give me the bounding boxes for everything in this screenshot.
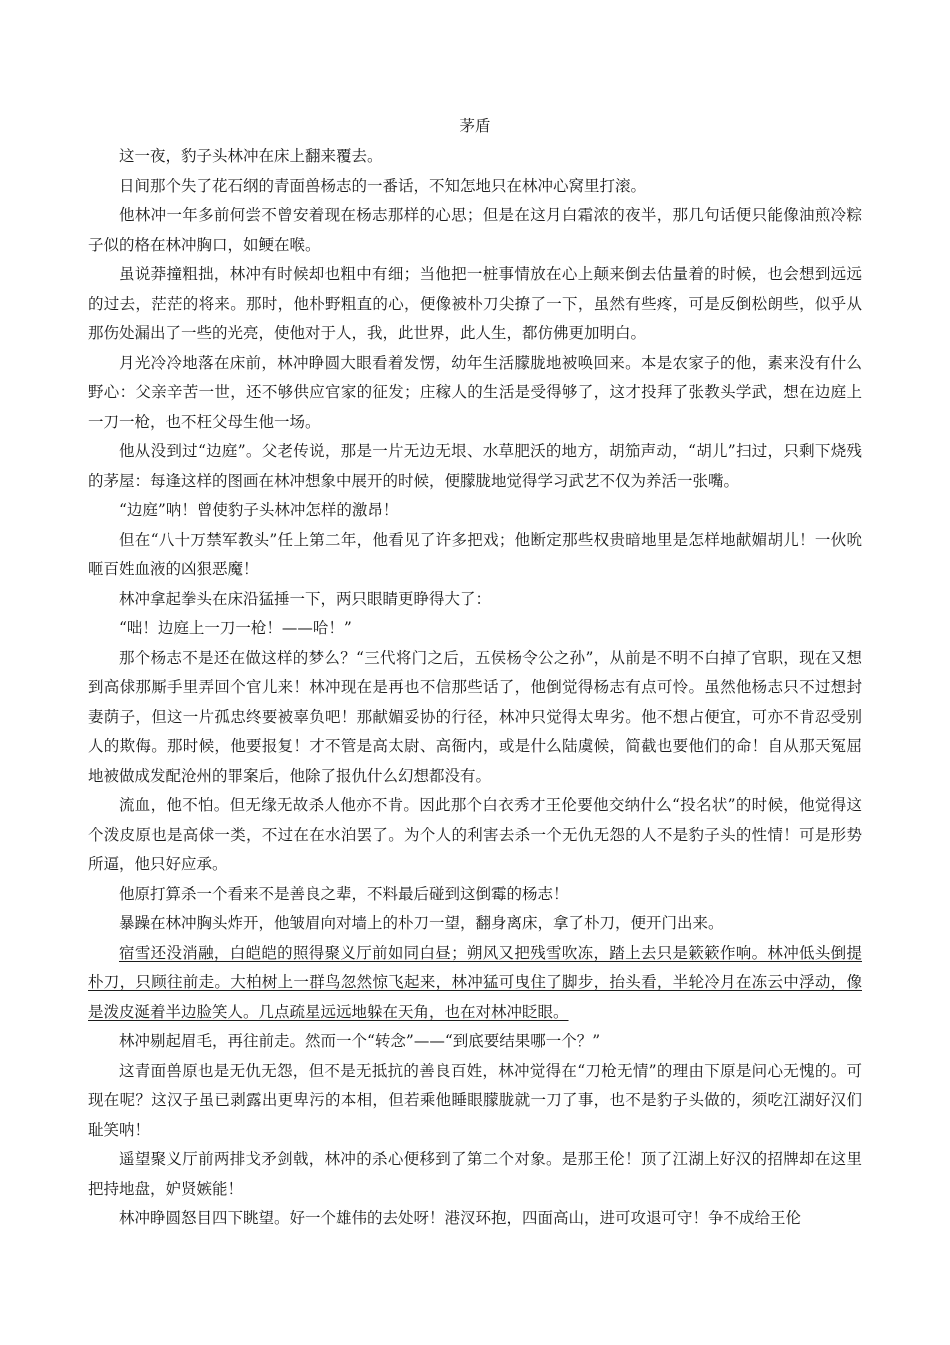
- paragraph: 流血，他不怕。但无缘无故杀人他亦不肯。因此那个白衣秀才王伦要他交纳什么“投名状”的时候，他觉得这个泼皮原也是高俅一类，不过在在水泊罢了。为个人的利害去杀一个无仇无怨的人不是豹子头的性情！可是形势所逼，他只好应承。: [88, 796, 862, 873]
- paragraph: 林冲拿起拳头在床沿猛捶一下，两只眼睛更睁得大了：: [119, 589, 492, 608]
- paragraph: 那个杨志不是还在做这样的梦么？“三代将门之后，五侯杨令公之孙”，从前是不明不白掉了官职，现在又想到高俅那厮手里弄回个官儿来！林冲现在是再也不信那些话了，他倒觉得杨志有点可怜。虽然他杨志只不过想封妻荫子，但这一片孤忠终要被辜负吧！那献媚妥协的行径，林冲只觉得太卑劣。他不想占便宜，可亦不肯忍受别人的欺侮。那时候，他要报复！才不管是高太尉、高衙内，或是什么陆虞候，简截也要他们的命！自从那天冤屈地被做成发配沧州的罪案后，他除了报仇什么幻想都没有。: [88, 648, 862, 785]
- paragraph: 林冲睁圆怒目四下眺望。好一个雄伟的去处呀！港汊环抱，四面高山，进可攻退可守！争不成给王伦: [119, 1209, 802, 1227]
- paragraph: 他原打算杀一个看来不是善良之辈，不料最后碰到这倒霉的杨志！: [119, 884, 569, 903]
- underlined-text: 宿雪还没消融，白皑皑的照得聚义厅前如同白昼；朔风又把残雪吹冻，踏上去只是簌簌作响。林冲低头倒提朴刀，只顾往前走。大柏树上一群鸟忽然惊飞起来，林冲猛可曳住了脚步，抬头看，半轮冷月在冻云中浮动，像是泼皮涎着半边脸笑人。几点疏星远远地躲在天角，也在对林冲眨眼。: [88, 943, 862, 1021]
- paragraph: 日间那个失了花石纲的青面兽杨志的一番话，不知怎地只在林冲心窝里打滚。: [119, 176, 647, 195]
- paragraph: 虽说莽撞粗拙，林冲有时候却也粗中有细；当他把一桩事情放在心上颠来倒去估量着的时候，也会想到远远的过去，茫茫的将来。那时，他朴野粗直的心，便像被朴刀尖撩了一下，虽然有些疼，可是反倒松朗些，似乎从那伤处漏出了一些的光亮，使他对于人，我，此世界，此人生，都仿佛更加明白。: [88, 265, 862, 342]
- paragraph: “咄！边庭上一刀一枪！——哈！”: [119, 619, 352, 637]
- paragraph: 他从没到过“边庭”。父老传说，那是一片无边无垠、水草肥沃的地方，胡笳声动，“胡儿”扫过，只剩下烧残的茅屋：每逢这样的图画在林冲想象中展开的时候，便朦胧地觉得学习武艺不仅为养活一张嘴。: [88, 442, 862, 490]
- author-line: 茅盾: [459, 117, 491, 135]
- paragraph: 这一夜，豹子头林冲在床上翻来覆去。: [119, 147, 383, 165]
- paragraph: 他林冲一年多前何尝不曾安着现在杨志那样的心思；但是在这月白霜浓的夜半，那几句话便只能像油煎冷粽子似的格在林冲胸口，如鲠在喉。: [88, 206, 862, 254]
- document-page: [88, 112, 862, 1234]
- paragraph: 月光冷冷地落在床前，林冲睁圆大眼看着发愣，幼年生活朦胧地被唤回来。本是农家子的他，素来没有什么野心：父亲辛苦一世，还不够供应官家的征发；庄稼人的生活是受得够了，这才投拜了张教头学武，想在边庭上一刀一枪，也不枉父母生他一场。: [88, 353, 862, 431]
- paragraph: 但在“八十万禁军教头”任上第二年，他看见了许多把戏；他断定那些权贵暗地里是怎样地献媚胡儿！一伙吮咂百姓血液的凶狠恶魔！: [88, 530, 862, 578]
- paragraph: 这青面兽原也是无仇无怨，但不是无抵抗的善良百姓，林冲觉得在“刀枪无情”的理由下原是问心无愧的。可现在呢？这汉子虽已剥露出更卑污的本相，但若乘他睡眼朦胧就一刀了事，也不是豹子头做的，须吃江湖好汉们耻笑呐！: [88, 1061, 862, 1139]
- underlined-paragraph: [88, 939, 862, 1028]
- paragraph: 暴躁在林冲胸头炸开，他皱眉向对墙上的朴刀一望，翻身离床，拿了朴刀，便开门出来。: [119, 914, 724, 932]
- paragraph: “边庭”呐！曾使豹子头林冲怎样的激昂！: [119, 501, 399, 519]
- paragraph: 林冲剔起眉毛，再往前走。然而一个“转念”——“到底要结果哪一个？”: [119, 1032, 601, 1050]
- paragraph: 遥望聚义厅前两排戈矛剑戟，林冲的杀心便移到了第二个对象。是那王伦！顶了江湖上好汉的招牌却在这里把持地盘，妒贤嫉能！: [88, 1150, 862, 1198]
